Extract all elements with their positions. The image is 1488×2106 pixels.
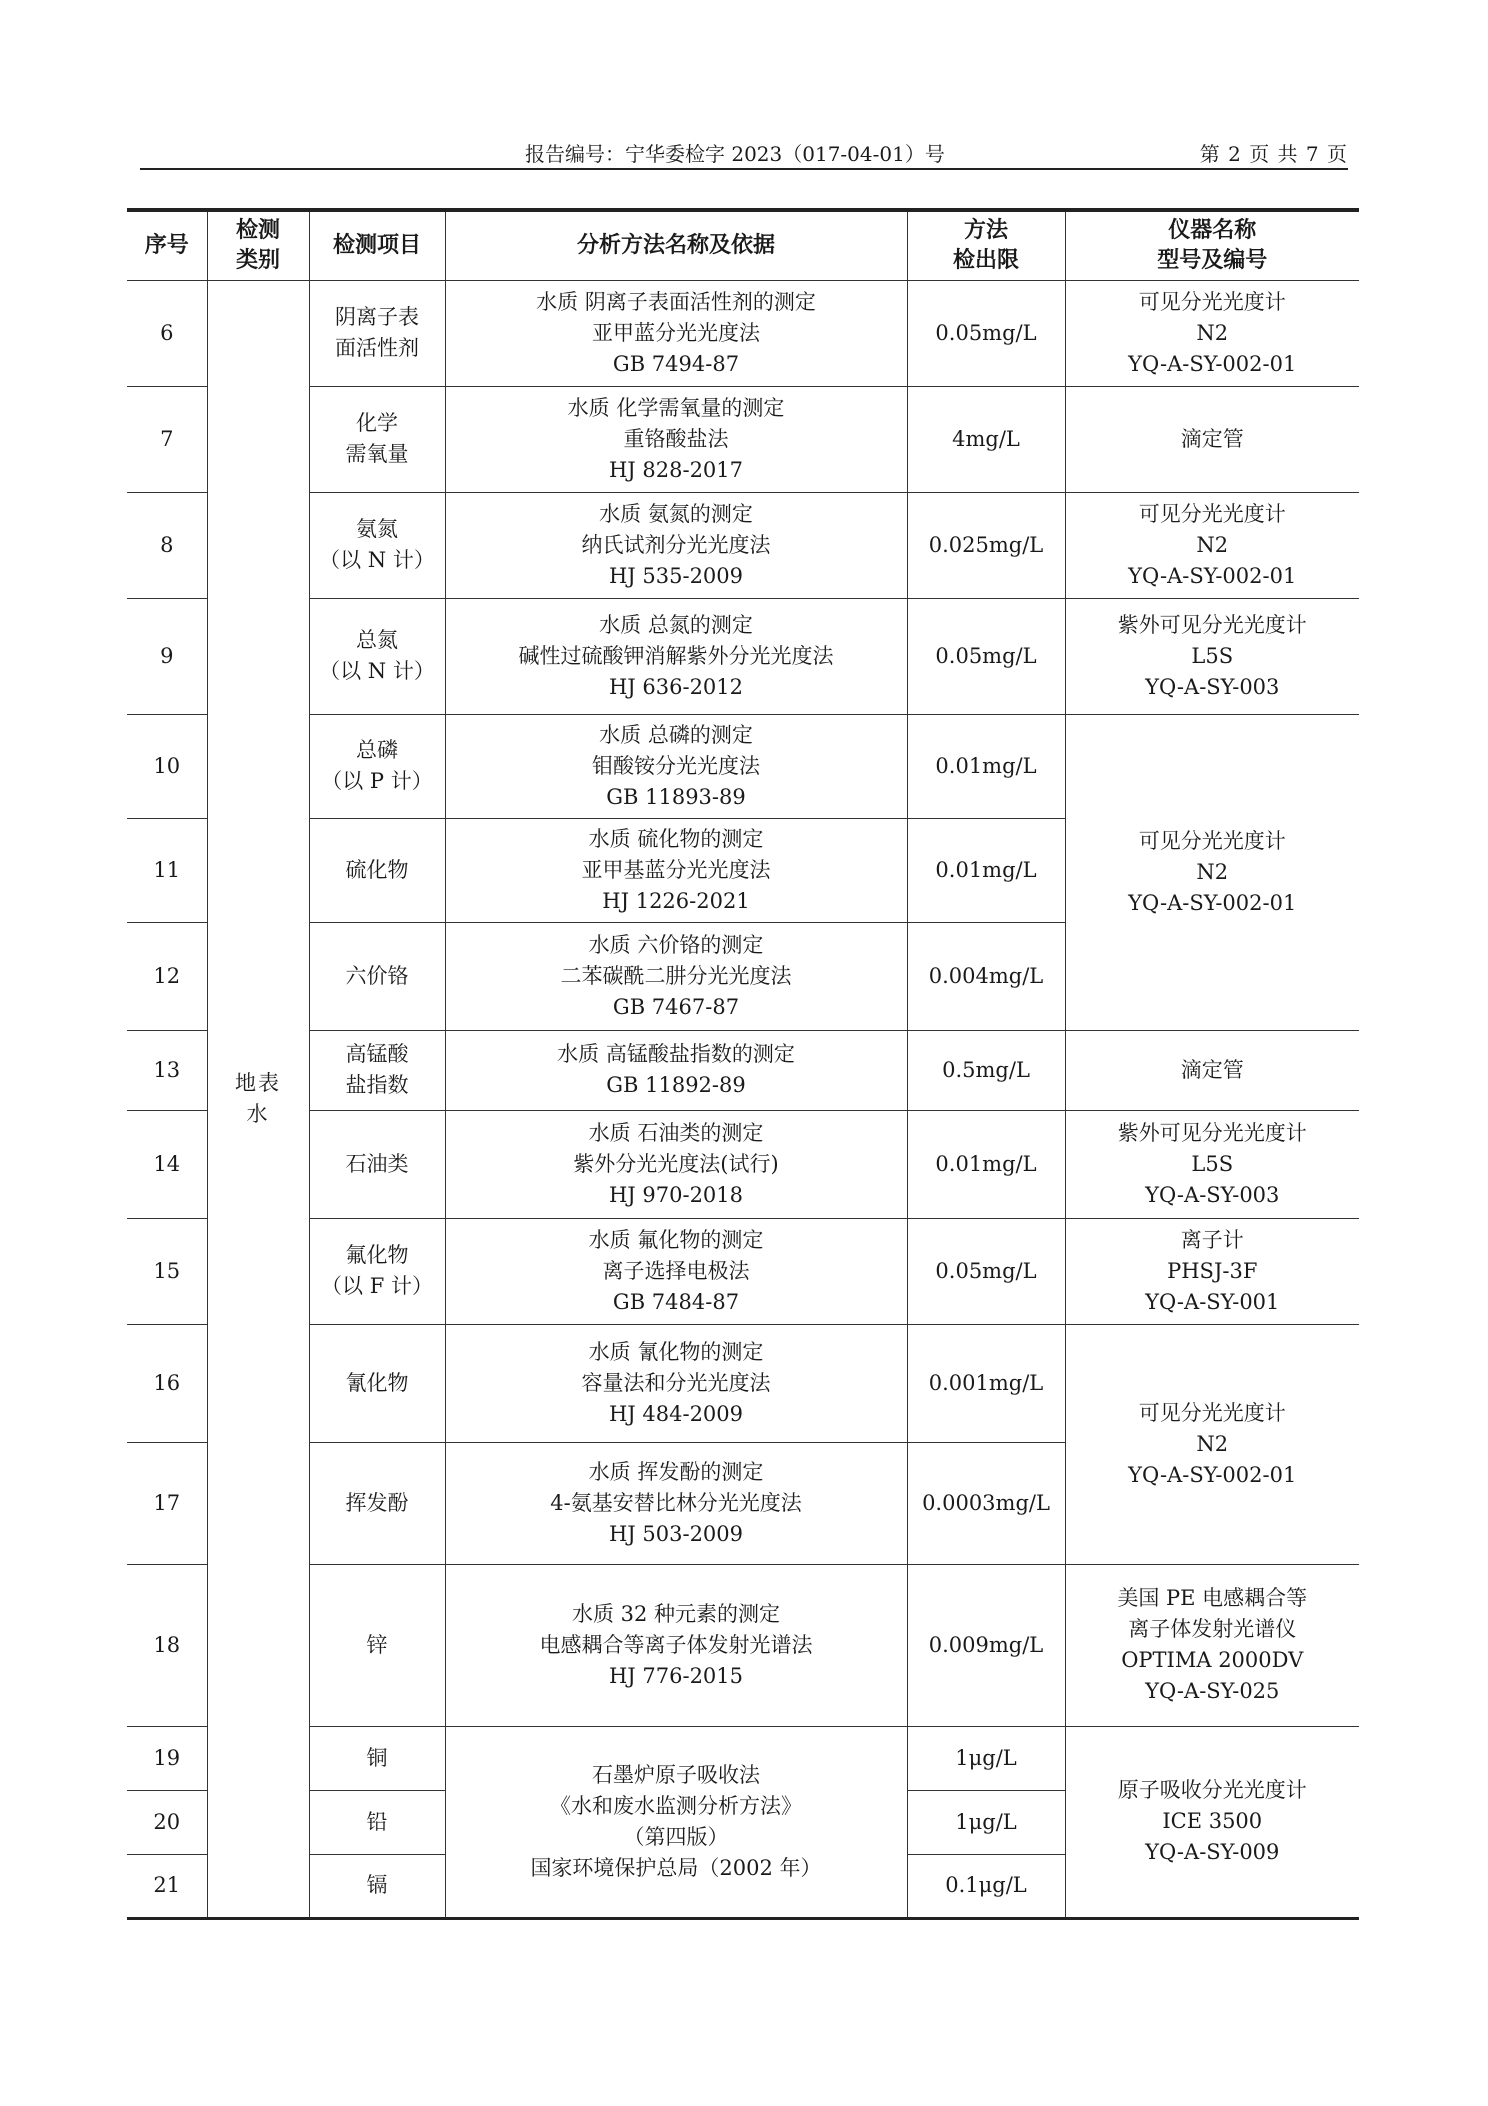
instrument-cell: 滴定管 [1065,1030,1359,1110]
seq-cell: 17 [127,1442,207,1564]
method-cell: 水质 六价铬的测定 二苯碳酰二肼分光光度法 GB 7467-87 [445,922,907,1030]
limit-cell: 0.009mg/L [907,1564,1065,1726]
table-row [127,1030,1359,1110]
method-table [127,208,1359,1920]
limit-cell: 1μg/L [907,1726,1065,1790]
seq-cell: 18 [127,1564,207,1726]
item-cell: 铅 [309,1790,445,1854]
item-cell: 阴离子表 面活性剂 [309,280,445,386]
seq-cell: 15 [127,1218,207,1324]
header-rule [140,168,1348,170]
seq-cell: 13 [127,1030,207,1110]
table-header-row [127,210,1359,280]
table-row [127,1564,1359,1726]
method-cell: 石墨炉原子吸收法 《水和废水监测分析方法》 （第四版） 国家环境保护总局（2002 年） [445,1726,907,1918]
limit-cell: 0.1μg/L [907,1854,1065,1918]
seq-cell: 19 [127,1726,207,1790]
col-seq: 序号 [127,210,207,280]
col-instrument: 仪器名称 型号及编号 [1065,210,1359,280]
table-row [127,1110,1359,1218]
limit-cell: 0.004mg/L [907,922,1065,1030]
instrument-cell: 离子计 PHSJ-3F YQ-A-SY-001 [1065,1218,1359,1324]
table-row [127,714,1359,818]
seq-cell: 11 [127,818,207,922]
method-cell: 水质 阴离子表面活性剂的测定 亚甲蓝分光光度法 GB 7494-87 [445,280,907,386]
table-row [127,1324,1359,1442]
instrument-cell: 可见分光光度计 N2 YQ-A-SY-002-01 [1065,714,1359,1030]
limit-cell: 0.001mg/L [907,1324,1065,1442]
seq-cell: 20 [127,1790,207,1854]
page-number: 第 2 页 共 7 页 [1199,142,1348,166]
method-cell: 水质 总氮的测定 碱性过硫酸钾消解紫外分光光度法 HJ 636-2012 [445,598,907,714]
instrument-cell: 美国 PE 电感耦合等 离子体发射光谱仪 OPTIMA 2000DV YQ-A-SY-025 [1065,1564,1359,1726]
limit-cell: 0.05mg/L [907,280,1065,386]
item-cell: 镉 [309,1854,445,1918]
item-cell: 总磷 （以 P 计） [309,714,445,818]
seq-cell: 16 [127,1324,207,1442]
item-cell: 总氮 （以 N 计） [309,598,445,714]
limit-cell: 0.025mg/L [907,492,1065,598]
limit-cell: 0.5mg/L [907,1030,1065,1110]
seq-cell: 7 [127,386,207,492]
col-limit: 方法 检出限 [907,210,1065,280]
report-number: 报告编号：宁华委检字 2023（017-04-01）号 [525,142,945,166]
item-cell: 化学 需氧量 [309,386,445,492]
item-cell: 锌 [309,1564,445,1726]
item-cell: 六价铬 [309,922,445,1030]
instrument-cell: 可见分光光度计 N2 YQ-A-SY-002-01 [1065,1324,1359,1564]
seq-cell: 8 [127,492,207,598]
seq-cell: 14 [127,1110,207,1218]
col-item: 检测项目 [309,210,445,280]
item-cell: 氟化物 （以 F 计） [309,1218,445,1324]
limit-cell: 0.05mg/L [907,1218,1065,1324]
method-cell: 水质 石油类的测定 紫外分光光度法(试行) HJ 970-2018 [445,1110,907,1218]
seq-cell: 21 [127,1854,207,1918]
method-cell: 水质 挥发酚的测定 4-氨基安替比林分光光度法 HJ 503-2009 [445,1442,907,1564]
table-row [127,1218,1359,1324]
item-cell: 硫化物 [309,818,445,922]
method-cell: 水质 硫化物的测定 亚甲基蓝分光光度法 HJ 1226-2021 [445,818,907,922]
item-cell: 氰化物 [309,1324,445,1442]
method-cell: 水质 高锰酸盐指数的测定 GB 11892-89 [445,1030,907,1110]
limit-cell: 1μg/L [907,1790,1065,1854]
item-cell: 氨氮 （以 N 计） [309,492,445,598]
item-cell: 高锰酸 盐指数 [309,1030,445,1110]
method-cell: 水质 氰化物的测定 容量法和分光光度法 HJ 484-2009 [445,1324,907,1442]
table-row [127,492,1359,598]
method-cell: 水质 氨氮的测定 纳氏试剂分光光度法 HJ 535-2009 [445,492,907,598]
limit-cell: 0.05mg/L [907,598,1065,714]
instrument-cell: 滴定管 [1065,386,1359,492]
item-cell: 铜 [309,1726,445,1790]
instrument-cell: 可见分光光度计 N2 YQ-A-SY-002-01 [1065,492,1359,598]
limit-cell: 4mg/L [907,386,1065,492]
limit-cell: 0.01mg/L [907,1110,1065,1218]
item-cell: 挥发酚 [309,1442,445,1564]
instrument-cell: 紫外可见分光光度计 L5S YQ-A-SY-003 [1065,598,1359,714]
item-cell: 石油类 [309,1110,445,1218]
limit-cell: 0.01mg/L [907,818,1065,922]
table-row [127,1726,1359,1790]
method-cell: 水质 32 种元素的测定 电感耦合等离子体发射光谱法 HJ 776-2015 [445,1564,907,1726]
col-category: 检测 类别 [207,210,309,280]
category-cell: 地表 水 [207,280,309,1918]
table-row [127,386,1359,492]
method-cell: 水质 氟化物的测定 离子选择电极法 GB 7484-87 [445,1218,907,1324]
seq-cell: 6 [127,280,207,386]
instrument-cell: 紫外可见分光光度计 L5S YQ-A-SY-003 [1065,1110,1359,1218]
method-cell: 水质 化学需氧量的测定 重铬酸盐法 HJ 828-2017 [445,386,907,492]
seq-cell: 10 [127,714,207,818]
instrument-cell: 原子吸收分光光度计 ICE 3500 YQ-A-SY-009 [1065,1726,1359,1918]
method-cell: 水质 总磷的测定 钼酸铵分光光度法 GB 11893-89 [445,714,907,818]
limit-cell: 0.01mg/L [907,714,1065,818]
page-header [140,132,1348,168]
seq-cell: 9 [127,598,207,714]
limit-cell: 0.0003mg/L [907,1442,1065,1564]
seq-cell: 12 [127,922,207,1030]
table-row [127,598,1359,714]
table-row [127,280,1359,386]
col-method: 分析方法名称及依据 [445,210,907,280]
instrument-cell: 可见分光光度计 N2 YQ-A-SY-002-01 [1065,280,1359,386]
